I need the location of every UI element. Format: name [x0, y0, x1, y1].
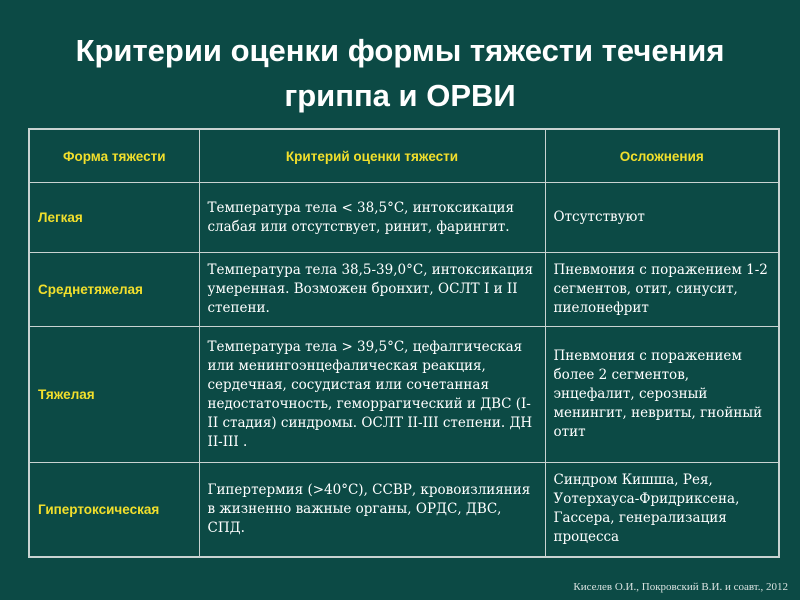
- severity-criteria-table: [28, 128, 780, 558]
- row-form: Гипертоксическая: [29, 463, 199, 557]
- header-complications: Осложнения: [545, 129, 779, 183]
- row-criterion: Температура тела 38,5-39,0°С, интоксикация умеренная. Возможен бронхит, ОСЛТ I и II степени.: [199, 253, 545, 327]
- source-citation: Киселев О.И., Покровский В.И. и соавт., 2012: [573, 581, 788, 593]
- row-complications: Отсутствуют: [545, 183, 779, 253]
- table-header-row: [29, 129, 779, 183]
- row-form: Тяжелая: [29, 327, 199, 463]
- table-row: [29, 327, 779, 463]
- header-severity-form: Форма тяжести: [29, 129, 199, 183]
- table-row: [29, 463, 779, 557]
- row-complications: Пневмония с поражением 1-2 сегментов, отит, синусит, пиелонефрит: [545, 253, 779, 327]
- slide-title-line-1: Критерии оценки формы тяжести течения: [75, 33, 725, 68]
- row-criterion: Гипертермия (>40°С), ССВР, кровоизлияния в жизненно важные органы, ОРДС, ДВС, СПД.: [199, 463, 545, 557]
- row-form: Легкая: [29, 183, 199, 253]
- table-row: [29, 183, 779, 253]
- row-criterion: Температура тела > 39,5°С, цефалгическая или менингоэнцефалическая реакция, сердечная, сосудистая или сочетанная недостаточность, геморрагический и ДВС (I-II стадия) синдромы. ОСЛТ II-III степени. ДН II-III .: [199, 327, 545, 463]
- header-severity-criterion: Критерий оценки тяжести: [199, 129, 545, 183]
- row-complications: Синдром Кишша, Рея, Уотерхауса-Фридриксена, Гассера, генерализация процесса: [545, 463, 779, 557]
- table-row: [29, 253, 779, 327]
- row-criterion: Температура тела < 38,5°С, интоксикация слабая или отсутствует, ринит, фарингит.: [199, 183, 545, 253]
- slide-title: [0, 28, 800, 118]
- slide-title-line-2: гриппа и ОРВИ: [284, 78, 516, 113]
- row-complications: Пневмония с поражением более 2 сегментов, энцефалит, серозный менингит, невриты, гнойный отит: [545, 327, 779, 463]
- row-form: Среднетяжелая: [29, 253, 199, 327]
